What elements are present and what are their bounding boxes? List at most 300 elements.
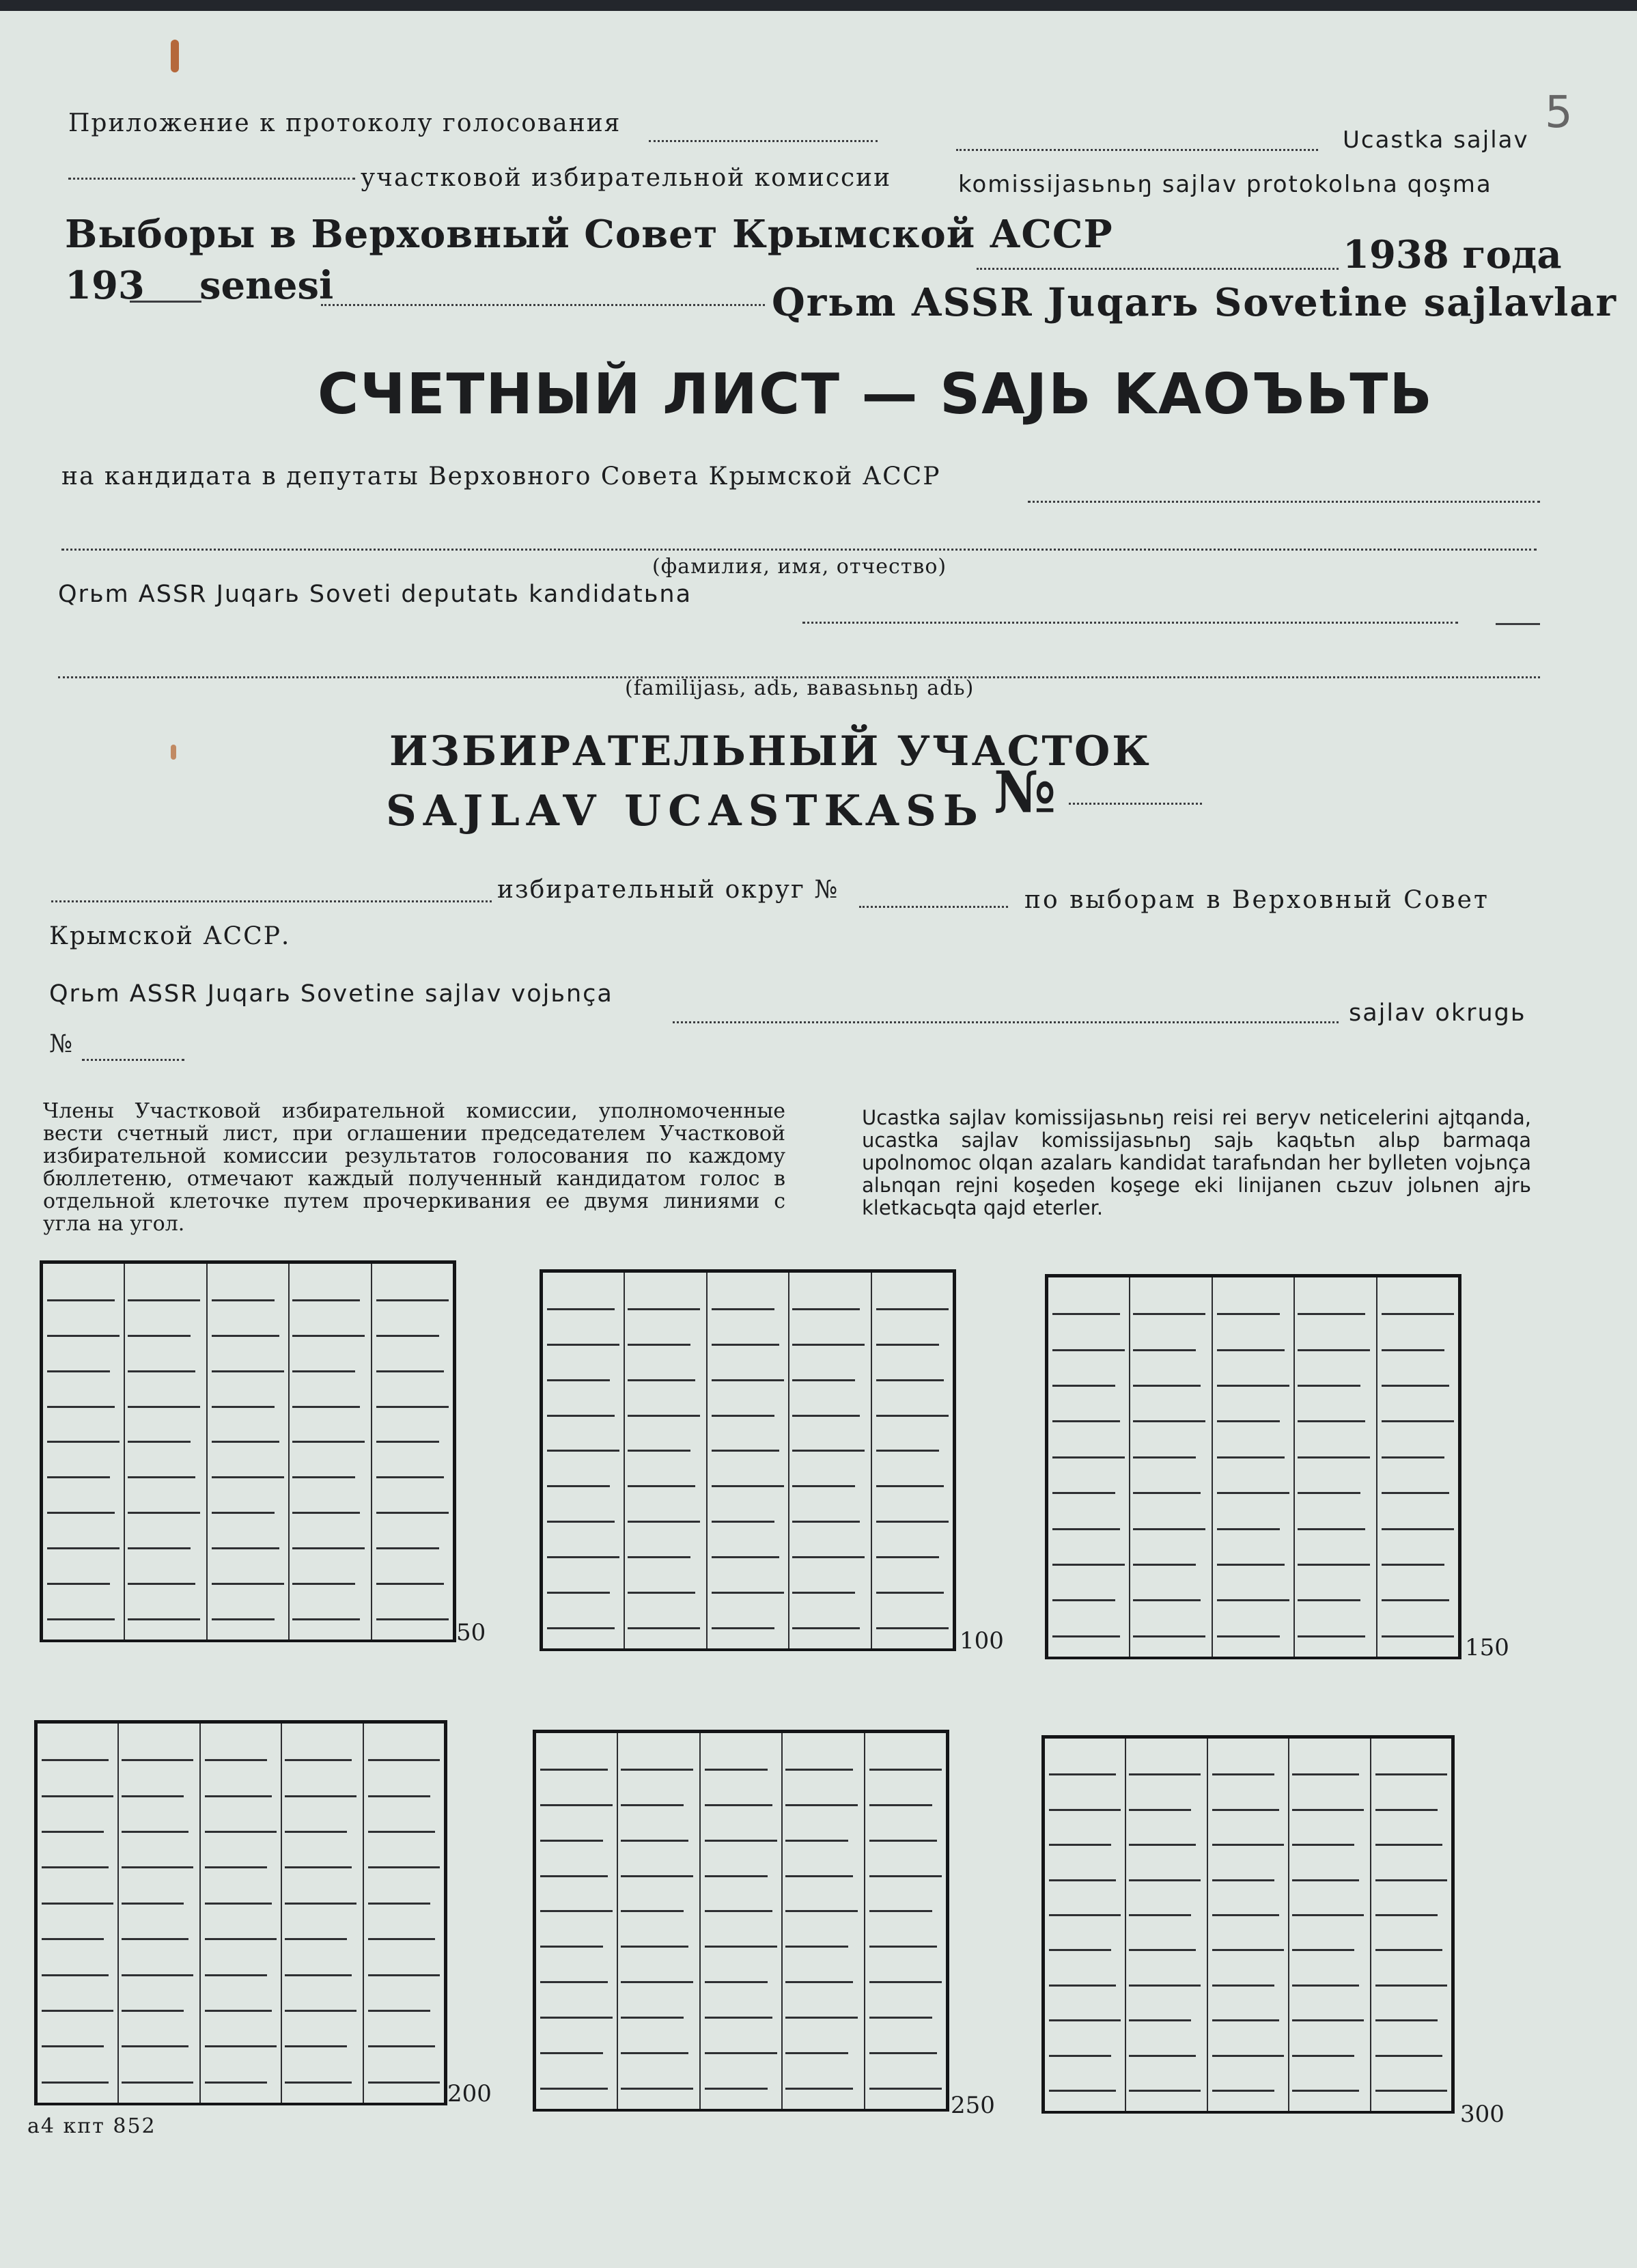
tally-cell-line <box>869 1840 937 1842</box>
tally-cell-line <box>540 2088 608 2090</box>
tally-cell-line <box>547 1415 615 1417</box>
tally-cell-line <box>376 1299 449 1301</box>
tally-cell-line <box>292 1583 355 1585</box>
tally-cell-line <box>42 2045 104 2047</box>
tally-cell-line <box>1298 1635 1365 1637</box>
fill-line <box>1496 623 1540 625</box>
tally-cell-line <box>621 1840 688 1842</box>
tally-cell-line <box>712 1450 779 1452</box>
tally-cell-line <box>1382 1385 1449 1387</box>
tally-cell-line <box>1298 1349 1370 1351</box>
tally-cell-line <box>1217 1635 1280 1637</box>
tally-cell-line <box>1217 1420 1280 1422</box>
tally-cell-line <box>212 1583 284 1585</box>
tally-cell-line <box>621 1981 693 1983</box>
tally-cell-line <box>42 1759 109 1761</box>
tally-cell-line <box>376 1476 444 1478</box>
tally-cell-line <box>540 1804 613 1806</box>
tally-cell-line <box>1298 1313 1365 1315</box>
tally-cell-line <box>376 1583 444 1585</box>
tally-cell-line <box>1129 1984 1201 1987</box>
tally-grid <box>540 1269 956 1651</box>
tally-cell-line <box>1133 1599 1201 1601</box>
tally-cell-line <box>285 1938 347 1940</box>
tally-cell-line <box>785 1981 853 1983</box>
tally-cell-line <box>368 1831 435 1833</box>
tally-cell-line <box>47 1476 110 1478</box>
year-blank <box>130 301 201 303</box>
rust-stain <box>171 40 179 72</box>
tally-cell-line <box>1292 1949 1354 1951</box>
tally-grid <box>1045 1274 1461 1659</box>
tally-cell-line <box>205 2082 267 2084</box>
tally-cell-line <box>42 1903 113 1905</box>
tally-cell-line <box>1298 1599 1360 1601</box>
tally-cell-line <box>1212 2019 1279 2021</box>
tally-cell-line <box>376 1370 444 1372</box>
tally-cell-line <box>1298 1420 1365 1422</box>
page-title: СЧЕТНЫЙ ЛИСТ — SAJЬ KAOЪЬTЬ <box>318 362 1433 427</box>
tally-cell-line <box>1382 1456 1444 1458</box>
tally-cell-line <box>621 2088 693 2090</box>
tally-cell-line <box>869 1946 937 1948</box>
tally-cell-line <box>869 1981 942 1983</box>
tally-cell-line <box>1052 1599 1115 1601</box>
tally-cell-line <box>540 2052 603 2054</box>
tally-cell-line <box>285 1903 356 1905</box>
tally-cell-line <box>712 1485 784 1487</box>
tally-cell-line <box>547 1379 610 1381</box>
tally-cell-line <box>42 1866 109 1868</box>
tally-cell-line <box>376 1547 439 1549</box>
tally-cell-line <box>376 1406 449 1408</box>
elections-ru: Выборы в Верховный Совет Крымской АССР <box>65 212 1113 257</box>
tally-cell-line <box>1217 1599 1289 1601</box>
tally-cell-line <box>540 1840 603 1842</box>
okrug-ru1: избирательный округ № <box>497 876 839 904</box>
tally-cell-line <box>1049 2055 1111 2057</box>
tally-cell-line <box>1052 1456 1125 1458</box>
tally-cell-line <box>869 1875 942 1877</box>
tally-cell-line <box>128 1406 200 1408</box>
fill-line <box>673 1021 1339 1023</box>
tally-cell-line <box>368 1903 430 1905</box>
grid-label-150: 150 <box>1465 1634 1509 1661</box>
tally-cell-line <box>1382 1564 1444 1566</box>
tally-cell-line <box>547 1344 619 1346</box>
tally-cell-line <box>122 1974 193 1976</box>
tally-cell-line <box>1217 1564 1285 1566</box>
tally-cell-line <box>292 1547 365 1549</box>
tally-cell-line <box>1298 1456 1370 1458</box>
tally-cell-line <box>628 1556 690 1558</box>
tally-cell-line <box>1212 1844 1284 1846</box>
tally-cell-line <box>1052 1635 1120 1637</box>
tally-cell-line <box>1375 1809 1438 1811</box>
tally-cell-line <box>1212 1773 1274 1775</box>
tally-cell-line <box>1129 1809 1191 1811</box>
tally-cell-line <box>628 1592 695 1594</box>
tally-cell-line <box>628 1379 695 1381</box>
tally-cell-line <box>205 2045 277 2047</box>
tally-cell-line <box>1382 1420 1454 1422</box>
tally-cell-line <box>1129 1844 1196 1846</box>
tally-cell-line <box>42 2010 113 2012</box>
tally-cell-line <box>47 1583 110 1585</box>
tally-cell-line <box>1217 1385 1289 1387</box>
tally-cell-line <box>1217 1492 1289 1494</box>
fill-line <box>1069 803 1202 805</box>
tally-cell-line <box>1049 1844 1111 1846</box>
tally-cell-line <box>47 1335 120 1337</box>
grid-label-200: 200 <box>447 2080 492 2107</box>
okrug-ru3: Крымской АССР. <box>49 922 291 950</box>
tally-cell-line <box>1133 1528 1205 1530</box>
tally-cell-line <box>368 1795 430 1797</box>
tally-cell-line <box>285 2045 347 2047</box>
tally-cell-line <box>1212 1914 1279 1916</box>
tally-cell-line <box>42 1974 109 1976</box>
tally-cell-line <box>212 1618 275 1620</box>
tally-cell-line <box>621 1910 684 1912</box>
tally-cell-line <box>1129 2055 1196 2057</box>
tally-cell-line <box>712 1379 784 1381</box>
tally-cell-line <box>705 1875 768 1877</box>
tally-cell-line <box>621 1875 693 1877</box>
tally-cell-line <box>1382 1635 1454 1637</box>
tally-cell-line <box>368 2010 430 2012</box>
tally-cell-line <box>785 2088 853 2090</box>
tally-cell-line <box>122 1938 188 1940</box>
fill-line <box>956 149 1318 151</box>
tally-cell-line <box>869 2017 932 2019</box>
tally-cell-line <box>712 1308 774 1310</box>
tally-cell-line <box>621 1946 688 1948</box>
tally-cell-line <box>1049 1773 1116 1775</box>
footer-code: а4 кпт 852 <box>27 2114 156 2138</box>
tally-cell-line <box>628 1308 700 1310</box>
tally-cell-line <box>712 1521 774 1523</box>
tally-cell-line <box>1052 1564 1125 1566</box>
tally-cell-line <box>205 1759 267 1761</box>
tally-cell-line <box>128 1335 191 1337</box>
tally-cell-line <box>1375 2090 1447 2092</box>
tally-cell-line <box>1292 1809 1364 1811</box>
tally-cell-line <box>1129 1949 1196 1951</box>
okrug-ru2: по выборам в Верховный Совет <box>1024 886 1489 914</box>
tally-cell-line <box>1049 1949 1111 1951</box>
tally-cell-line <box>1217 1456 1285 1458</box>
elections-lat: Qrьm ASSR Juqarь Sovetine sajlavlar <box>772 280 1618 325</box>
tally-cell-line <box>547 1521 615 1523</box>
tally-cell-line <box>792 1485 855 1487</box>
tally-cell-line <box>1212 2055 1284 2057</box>
tally-cell-line <box>628 1415 700 1417</box>
tally-cell-line <box>1292 2055 1354 2057</box>
grid-label-300: 300 <box>1460 2101 1505 2128</box>
tally-cell-line <box>712 1627 774 1629</box>
tally-cell-line <box>285 1795 356 1797</box>
tally-cell-line <box>792 1308 860 1310</box>
tally-grid <box>34 1720 447 2105</box>
tally-cell-line <box>47 1618 115 1620</box>
tally-cell-line <box>785 1946 848 1948</box>
tally-grid <box>40 1260 456 1642</box>
tally-cell-line <box>1133 1635 1205 1637</box>
tally-cell-line <box>792 1415 860 1417</box>
tally-cell-line <box>1052 1385 1115 1387</box>
tally-cell-line <box>1382 1492 1449 1494</box>
tally-cell-line <box>876 1521 949 1523</box>
okrug-lat2: sajlav okrugь <box>1349 999 1526 1027</box>
tally-cell-line <box>122 1795 184 1797</box>
tally-cell-line <box>292 1476 355 1478</box>
tally-cell-line <box>128 1512 200 1514</box>
tally-cell-line <box>1292 2090 1359 2092</box>
tally-cell-line <box>547 1556 619 1558</box>
grid-label-100: 100 <box>960 1627 1004 1655</box>
tally-cell-line <box>621 1769 693 1771</box>
tally-cell-line <box>376 1441 439 1443</box>
district-ru: ИЗБИРАТЕЛЬНЫЙ УЧАСТОК <box>389 728 1151 775</box>
tally-cell-line <box>540 1875 608 1877</box>
rust-stain-small <box>171 745 176 760</box>
fill-line <box>649 140 878 142</box>
tally-cell-line <box>876 1415 949 1417</box>
tally-grid <box>1041 1735 1455 2114</box>
tally-cell-line <box>128 1441 191 1443</box>
grid-label-250: 250 <box>951 2092 995 2119</box>
tally-cell-line <box>42 2082 109 2084</box>
tally-cell-line <box>1375 1844 1442 1846</box>
tally-cell-line <box>1375 1984 1447 1987</box>
tally-cell-line <box>1129 2019 1191 2021</box>
tally-cell-line <box>792 1627 860 1629</box>
tally-cell-line <box>1298 1385 1360 1387</box>
tally-cell-line <box>785 1910 858 1912</box>
tally-cell-line <box>368 1866 440 1868</box>
fill-line <box>82 1059 184 1061</box>
tally-cell-line <box>540 2017 613 2019</box>
tally-cell-line <box>547 1485 610 1487</box>
tally-cell-line <box>1212 1949 1284 1951</box>
tally-cell-line <box>876 1556 939 1558</box>
tally-cell-line <box>628 1344 690 1346</box>
tally-cell-line <box>1129 1773 1201 1775</box>
tally-cell-line <box>1292 1914 1364 1916</box>
instructions-lat: Ucastka sajlav komissijasьnьŋ reisi rei вeryv neticelerini ajtqanda, ucastka sajlav komissijasьnьŋ sajь kaqьtьn alьp barmaqa upolnomoc olqan azalarь kandidat tarafьndan her bylleten vojьnça alьnqan rejni koşeden koşege eki linijanen cьzuv jolьnen ajrь kletkacьqta qajd eterler. <box>862 1106 1531 1219</box>
tally-cell-line <box>792 1379 855 1381</box>
tally-cell-line <box>1129 2090 1201 2092</box>
tally-cell-line <box>876 1308 949 1310</box>
tally-cell-line <box>792 1344 865 1346</box>
tally-cell-line <box>712 1592 784 1594</box>
instructions-ru: Члены Участковой избирательной комиссии, уполномоченные вести счетный лист, при оглашении председателем Участковой избирательной комиссии результатов голосования по каждому бюллетеню, отмечают каждый полученный кандидатом голос в отдельной клеточке путем прочеркивания ее двумя линиями с угла на угол. <box>43 1099 785 1236</box>
tally-cell-line <box>547 1308 615 1310</box>
tally-cell-line <box>628 1521 700 1523</box>
tally-cell-line <box>1049 1809 1121 1811</box>
tally-cell-line <box>785 1875 853 1877</box>
tally-cell-line <box>1292 1879 1359 1881</box>
tally-cell-line <box>705 1769 768 1771</box>
tally-cell-line <box>1298 1492 1360 1494</box>
tally-cell-line <box>792 1592 855 1594</box>
tally-cell-line <box>1212 1879 1274 1881</box>
fill-line <box>61 549 1537 551</box>
tally-cell-line <box>705 1804 772 1806</box>
tally-cell-line <box>368 1938 435 1940</box>
tally-cell-line <box>368 1974 440 1976</box>
tally-cell-line <box>869 2088 942 2090</box>
tally-cell-line <box>1133 1349 1196 1351</box>
tally-cell-line <box>212 1547 279 1549</box>
tally-cell-line <box>628 1485 695 1487</box>
tally-cell-line <box>1129 1879 1201 1881</box>
tally-cell-line <box>47 1441 120 1443</box>
tally-cell-line <box>47 1512 115 1514</box>
tally-cell-line <box>128 1476 195 1478</box>
tally-cell-line <box>292 1406 360 1408</box>
tally-cell-line <box>540 1946 603 1948</box>
tally-cell-line <box>376 1618 449 1620</box>
tally-cell-line <box>205 1795 272 1797</box>
tally-cell-line <box>212 1441 279 1443</box>
tally-cell-line <box>122 1866 193 1868</box>
tally-cell-line <box>42 1938 104 1940</box>
tally-cell-line <box>876 1379 944 1381</box>
tally-cell-line <box>285 1759 352 1761</box>
tally-cell-line <box>212 1476 284 1478</box>
elections-lat-senesi: senesi <box>199 263 334 308</box>
tally-cell-line <box>705 2017 772 2019</box>
tally-cell-line <box>205 1903 272 1905</box>
candidate-lat: Qrьm ASSR Juqarь Soveti deputatь kandidatьna <box>58 581 692 608</box>
tally-cell-line <box>1298 1564 1370 1566</box>
tally-cell-line <box>876 1592 944 1594</box>
fill-line <box>51 900 492 902</box>
tally-cell-line <box>1049 2090 1116 2092</box>
tally-cell-line <box>705 1840 777 1842</box>
tally-cell-line <box>368 1759 440 1761</box>
tally-cell-line <box>1375 2055 1442 2057</box>
tally-cell-line <box>1052 1420 1120 1422</box>
tally-cell-line <box>1292 1844 1354 1846</box>
tally-cell-line <box>621 1804 684 1806</box>
tally-cell-line <box>376 1512 449 1514</box>
candidate-ru-caption: (фамилия, имя, отчество) <box>652 555 947 579</box>
tally-cell-line <box>621 2017 684 2019</box>
tally-cell-line <box>1133 1385 1201 1387</box>
tally-cell-line <box>1382 1349 1444 1351</box>
tally-cell-line <box>285 2010 356 2012</box>
elections-ru-year: 1938 года <box>1343 232 1562 277</box>
fill-line <box>321 304 765 306</box>
tally-cell-line <box>1292 1773 1359 1775</box>
tally-cell-line <box>1049 1984 1116 1987</box>
tally-cell-line <box>705 1946 777 1948</box>
tally-cell-line <box>792 1521 860 1523</box>
tally-cell-line <box>212 1299 275 1301</box>
tally-cell-line <box>122 2082 193 2084</box>
tally-cell-line <box>292 1370 355 1372</box>
tally-cell-line <box>1382 1313 1454 1315</box>
fill-line <box>68 178 355 180</box>
tally-cell-line <box>1375 1879 1447 1881</box>
tally-cell-line <box>1292 1984 1359 1987</box>
tally-cell-line <box>1212 2090 1274 2092</box>
tally-cell-line <box>540 1910 613 1912</box>
tally-cell-line <box>128 1618 200 1620</box>
tally-cell-line <box>1212 1984 1274 1987</box>
tally-cell-line <box>285 2082 352 2084</box>
tally-cell-line <box>1049 2019 1121 2021</box>
tally-cell-line <box>205 1974 267 1976</box>
fill-line <box>859 906 1008 908</box>
tally-cell-line <box>869 1769 942 1771</box>
district-lat: SAJLAV UCASTKASЬ <box>386 786 985 835</box>
fill-line <box>1028 501 1540 503</box>
tally-cell-line <box>628 1450 690 1452</box>
tally-cell-line <box>1049 1914 1121 1916</box>
appendix-ru: Приложение к протоколу голосования <box>68 109 621 137</box>
tally-cell-line <box>285 1866 352 1868</box>
tally-cell-line <box>205 1866 267 1868</box>
tally-cell-line <box>292 1618 360 1620</box>
tally-cell-line <box>1217 1528 1280 1530</box>
tally-cell-line <box>1375 1949 1442 1951</box>
scan-top-edge <box>0 0 1637 11</box>
tally-cell-line <box>1133 1420 1205 1422</box>
tally-grid <box>533 1730 949 2112</box>
tally-cell-line <box>368 2082 440 2084</box>
tally-cell-line <box>47 1406 115 1408</box>
tally-cell-line <box>292 1512 360 1514</box>
tally-cell-line <box>47 1547 120 1549</box>
grid-label-50: 50 <box>456 1619 486 1646</box>
tally-cell-line <box>547 1627 615 1629</box>
tally-cell-line <box>785 1769 853 1771</box>
tally-cell-line <box>705 1910 772 1912</box>
tally-cell-line <box>47 1370 110 1372</box>
tally-cell-line <box>128 1370 195 1372</box>
tally-cell-line <box>1382 1528 1454 1530</box>
tally-cell-line <box>1133 1492 1201 1494</box>
elections-lat-year: 193 <box>65 263 145 308</box>
tally-cell-line <box>785 1804 858 1806</box>
tally-cell-line <box>128 1547 191 1549</box>
tally-cell-line <box>1298 1528 1365 1530</box>
tally-cell-line <box>212 1370 284 1372</box>
tally-cell-line <box>540 1981 608 1983</box>
tally-cell-line <box>1375 1914 1438 1916</box>
tally-cell-line <box>285 1974 352 1976</box>
tally-cell-line <box>705 1981 768 1983</box>
tally-cell-line <box>540 1769 608 1771</box>
tally-cell-line <box>122 1831 188 1833</box>
tally-cell-line <box>785 1840 848 1842</box>
okrug-lat-no: № <box>49 1030 74 1058</box>
tally-cell-line <box>876 1627 949 1629</box>
tally-cell-line <box>122 2010 184 2012</box>
tally-cell-line <box>792 1450 865 1452</box>
tally-cell-line <box>285 1831 347 1833</box>
tally-cell-line <box>785 2017 858 2019</box>
candidate-lat-caption: (familijasь, adь, вавasьnьŋ adь) <box>625 676 975 700</box>
tally-cell-line <box>1375 2019 1438 2021</box>
tally-cell-line <box>212 1335 279 1337</box>
tally-cell-line <box>1133 1564 1196 1566</box>
tally-cell-line <box>212 1512 275 1514</box>
